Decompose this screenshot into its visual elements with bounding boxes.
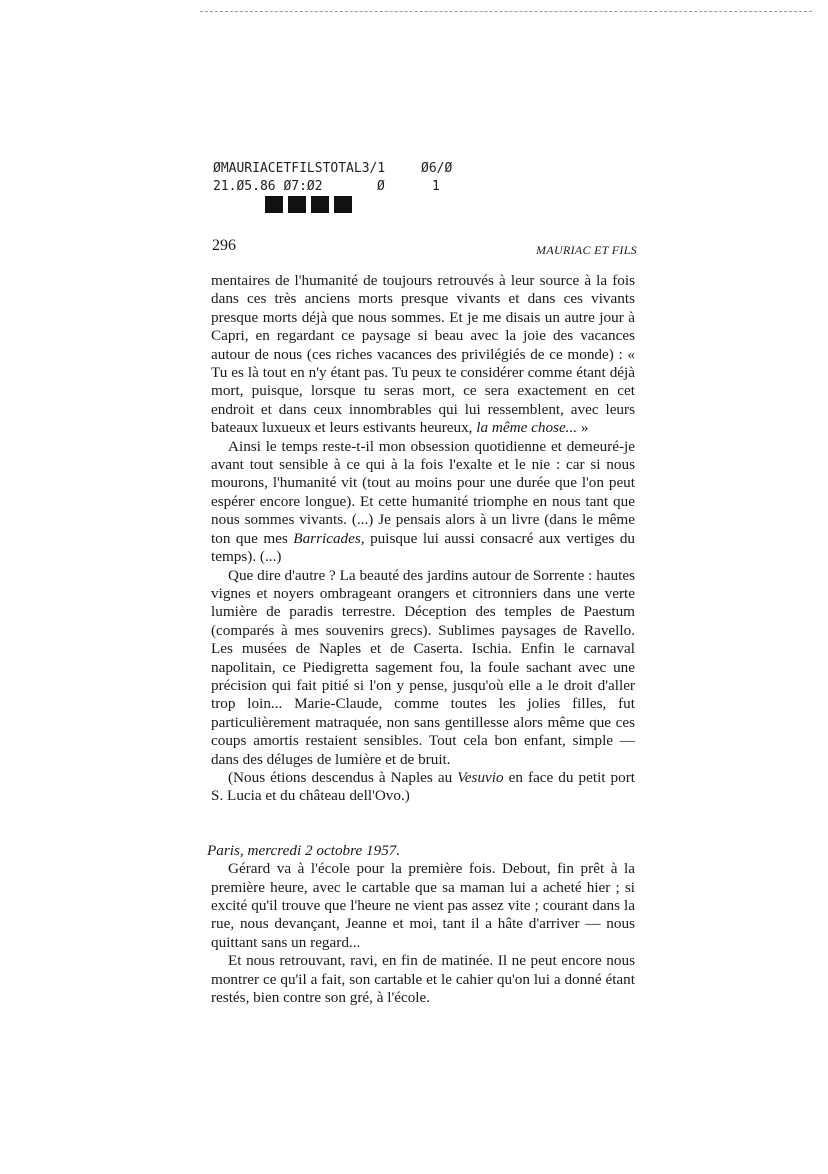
dateline: Paris, mercredi 2 octobre 1957.: [207, 841, 401, 859]
paragraph-2-end: puisque lui aussi consacré aux vertiges du temps). (...): [211, 529, 636, 566]
paragraph-4-end: en face du petit port S. Lucia et du château dell'Ovo.): [211, 768, 635, 805]
paragraph-5: Gérard va à l'école pour la première fois. Debout, fin prêt à la première heure, avec le cartable que sa maman lui a acheté hier ; si excité qu'il trouve que l'heure ne vient pas assez vite ; courant dans la rue, nous devançant, Jeanne et moi, tant il a hâte d'arriver — nous quittant sans un regard...: [211, 860, 635, 951]
paragraph-4-text: (Nous étions descendus à Naples au: [228, 768, 453, 786]
paragraph-1-end: »: [577, 419, 589, 437]
scan-edge-line: [200, 11, 812, 12]
stamp-row-1: [213, 160, 452, 178]
registration-blocks: [265, 196, 352, 213]
page-body: [207, 272, 636, 1007]
registration-block: [334, 196, 352, 213]
running-head: MAURIAC ET FILS: [536, 243, 637, 257]
page-number: 296: [212, 237, 236, 254]
paragraph-6: Et nous retrouvant, ravi, en fin de matinée. Il ne peut encore nous montrer ce qu'il a fait, son cartable et le cahier qu'on lui a donné étant restés, bien contre son gré, à l'école.: [211, 952, 635, 1007]
paragraph-1-italic: la même chose...: [476, 419, 578, 437]
paragraph-4-italic: Vesuvio: [457, 768, 504, 786]
stamp-datetime: 21.Ø5.86 Ø7:Ø2: [213, 179, 323, 194]
paragraph-4: [211, 769, 635, 806]
registration-block: [311, 196, 329, 213]
stamp-code-b: 1: [432, 179, 440, 194]
stamp-job-id: ØMAURIACETFILSTOTAL3/1: [213, 161, 386, 176]
registration-block: [288, 196, 306, 213]
stamp-row-2: [213, 178, 452, 196]
stamp-sheet: Ø6/Ø: [421, 161, 453, 176]
paragraph-2: [211, 438, 635, 567]
paragraph-1-text: mentaires de l'humanité de toujours retrouvés à leur source à la fois dans ces très anciens morts presque vivants et dans ces vivants presque morts déjà que nous sommes. Et je me disais un autre jour à Capri, en regardant ce paysage si beau avec la joie des vacances autour de nous (ces riches vacances des privilégiés de ce monde) : « Tu es là tout en n'y étant pas. Tu peux te considérer comme étant déjà mort, puisque, lorsque tu seras mort, ce sera exactement en cet endroit et dans ceux innombrables qui lui ressemblent, avec leurs bateaux luxueux et leurs estivants heureux,: [211, 272, 635, 437]
typesetting-stamp: [213, 160, 452, 196]
paragraph-3: Que dire d'autre ? La beauté des jardins autour de Sorrente : hautes vignes et noyers ombrageant orangers et citronniers dans une verte lumière de paradis terrestre. Déception des temples de Paestum (comparés à mes souvenirs grecs). Sublimes paysages de Ravello. Les musées de Naples et de Caserta. Ischia. Enfin le carnaval napolitain, ce Piedigretta sagement fou, la foule sachant avec une précision qui fait pitié si l'on y pense, jusqu'où elle a le droit d'aller trop loin... Marie-Claude, comme toutes les jolies filles, fut particulièrement matraquée, non sans gentillesse alors même que ces coups amortis restaient sensibles. Tout cela bon enfant, simple — dans des déluges de lumière et de bruit.: [211, 566, 635, 768]
stamp-code-a: Ø: [377, 179, 385, 194]
paragraph-1: [211, 272, 635, 438]
paragraph-2-text: Ainsi le temps reste-t-il mon obsession quotidienne et demeuré-je avant tout sensible à ce qui à la fois l'exalte et le nie : car si nous mourons, l'humanité vit (tout au moins pour une durée que l'on peut espérer encore longue). Et cette humanité triomphe en nous tant que nous sommes vivants. (...) Je pensais alors à un livre (dans le même ton que mes: [211, 437, 635, 547]
paragraph-2-italic: Barricades,: [293, 529, 365, 547]
section-gap: [211, 806, 635, 842]
registration-block: [265, 196, 283, 213]
